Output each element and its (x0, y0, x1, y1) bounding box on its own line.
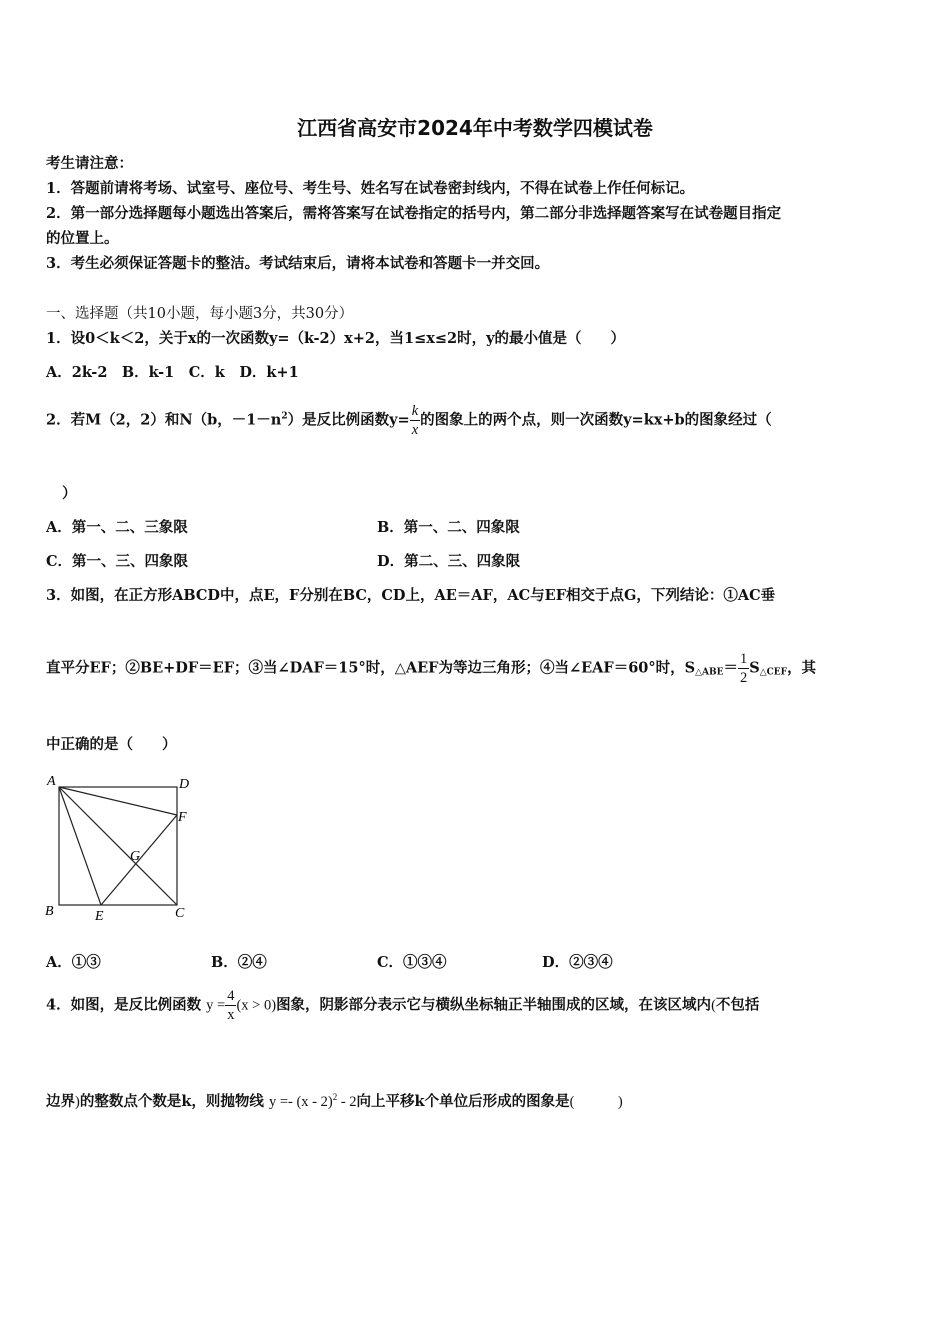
q4-text-f: 向上平移k个单位后形成的图象是 (356, 1093, 570, 1110)
segment-af (59, 787, 177, 815)
label-b: B (45, 904, 54, 919)
q2-sup: 2 (281, 411, 288, 422)
q2-text-a: 2．若M（2，2）和N（b，－1－n (46, 411, 282, 429)
q2-frac-num: k (411, 403, 419, 419)
question-1-options: A．2k-2 B．k-1 C．k D．k+1 (46, 364, 299, 381)
label-d: D (179, 777, 190, 792)
q3-frac-num: 1 (739, 651, 748, 667)
q2-fraction (410, 402, 420, 439)
page-title: 江西省高安市2024年中考数学四模试卷 (297, 116, 653, 140)
q3-s2: S (749, 659, 760, 677)
q2-frac-den: x (411, 422, 419, 438)
diagonal-ac (59, 787, 177, 905)
q4-func-y: y = (206, 997, 226, 1014)
q4-text-d: 边界 (46, 1093, 75, 1110)
label-e: E (95, 909, 104, 924)
question-3-line2 (46, 650, 910, 687)
q4-paren-close: ) (75, 1094, 80, 1110)
q4-text-a: 4．如图，是反比例函数 (46, 996, 202, 1014)
q4-text-c: 不包括 (715, 996, 760, 1014)
label-c: C (175, 906, 185, 921)
q4-parabola-b: - 2 (337, 1094, 357, 1110)
q3-option-b: B．②④ (211, 954, 267, 971)
q3-option-c: C．①③④ (377, 954, 447, 971)
q3-fraction (738, 650, 749, 687)
q4-parabola-a: y =- (x - 2) (268, 1094, 333, 1110)
q3-sub2: △CEF (759, 667, 788, 678)
q4-parabola-sup: 2 (332, 1092, 338, 1102)
question-1-stem: 1．设0＜k＜2，关于x的一次函数y=（k-2）x+2，当1≤x≤2时，y的最小值是（ ） (46, 330, 626, 347)
q2-text-c: 的图象上的两个点，则一次函数y=kx+b的图象经过（ (420, 411, 772, 429)
q3-option-d: D．②③④ (542, 954, 613, 971)
q4-fraction (225, 987, 236, 1024)
q3-frac-den: 2 (739, 670, 748, 686)
q3-text-a: 直平分EF；②BE+DF＝EF；③当∠DAF＝15°时，△AEF为等边三角形；④当∠EAF＝60°时，S (46, 659, 696, 677)
square-figure (40, 770, 200, 930)
notice-item: 的位置上。 (46, 230, 119, 247)
notice-item: 1．答题前请将考场、试室号、座位号、考生号、姓名写在试卷密封线内，不得在试卷上作任何标记。 (46, 180, 695, 197)
q4-frac-den: x (227, 1007, 235, 1023)
label-g: G (130, 849, 141, 864)
q4-text-b: 图象，阴影部分表示它与横纵坐标轴正半轴围成的区域，在该区域内 (276, 996, 712, 1014)
notice-heading: 考生请注意： (46, 155, 133, 172)
q2-option-d: D．第二、三、四象限 (377, 553, 521, 570)
notice-item: 3．考生必须保证答题卡的整洁。考试结束后，请将本试卷和答题卡一并交回。 (46, 255, 550, 272)
q2-option-b: B．第一、二、四象限 (377, 519, 520, 536)
question-2-close: ） (62, 485, 77, 502)
q4-frac-num: 4 (227, 988, 235, 1004)
segment-ae (59, 787, 101, 905)
q2-text-b: ）是反比例函数y= (287, 411, 410, 429)
label-a: A (47, 774, 56, 789)
notice-item: 2．第一部分选择题每小题选出答案后，需将答案写在试卷指定的括号内，第二部分非选择题答案写在试卷题目指定 (46, 205, 782, 222)
q3-eq: ＝ (723, 659, 738, 677)
q2-option-c: C．第一、三、四象限 (46, 553, 189, 570)
section-heading: 一、选择题（共10小题，每小题3分，共30分） (46, 306, 354, 322)
label-f: F (178, 810, 187, 825)
q4-func-cond: (x > 0) (236, 997, 277, 1014)
q4-answer-parens: ( ) (569, 1094, 623, 1110)
question-4-line1 (46, 987, 910, 1024)
q3-option-a: A．①③ (46, 954, 101, 971)
q4-text-e: 的整数点个数是k，则抛物线 (79, 1093, 264, 1110)
question-3-line1: 3．如图，在正方形ABCD中，点E，F分别在BC，CD上，AE＝AF，AC与EF相交于点G，下列结论：①AC垂 (46, 587, 776, 604)
question-2-stem (46, 402, 910, 439)
question-3-line3: 中正确的是（ ） (46, 736, 177, 753)
q3-sub1: △ABE (695, 667, 724, 678)
q4-paren-open: ( (711, 997, 716, 1014)
q2-option-a: A．第一、二、三象限 (46, 519, 188, 536)
question-4-line2 (46, 1090, 910, 1111)
q3-text-b: ，其 (787, 659, 817, 677)
